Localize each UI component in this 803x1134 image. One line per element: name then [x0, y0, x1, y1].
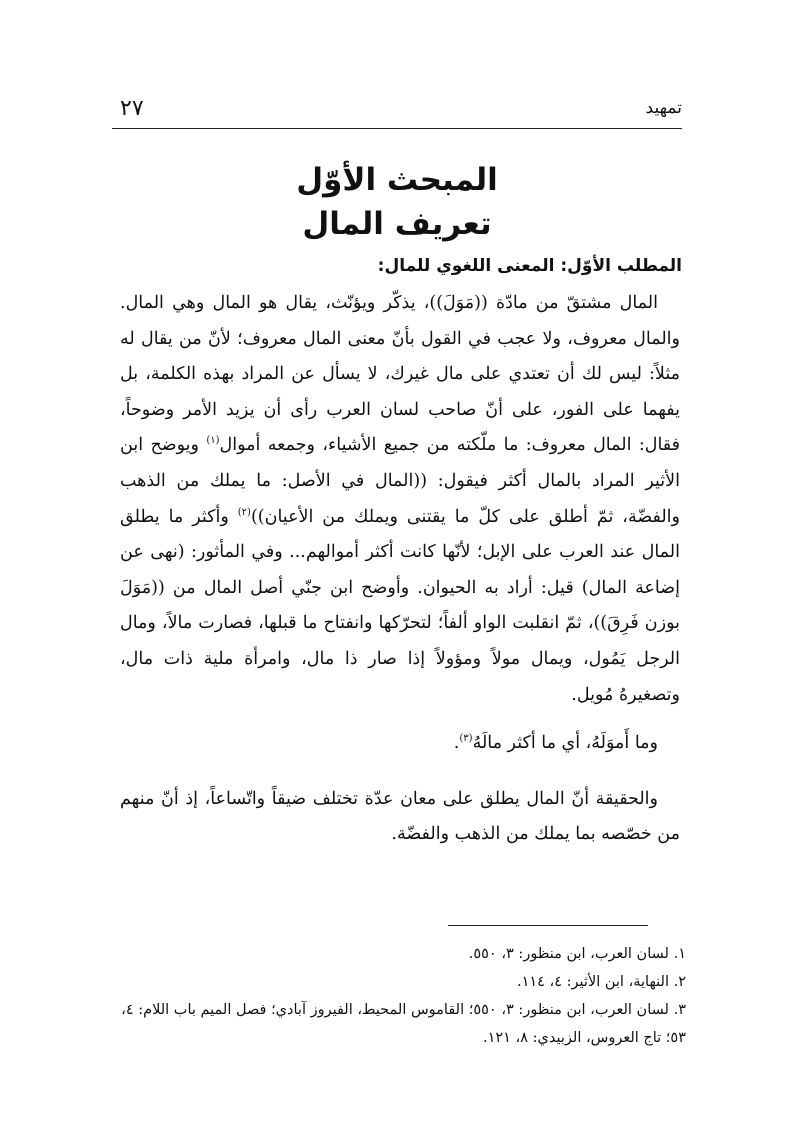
paragraph-1 [120, 286, 680, 713]
paragraph-2-part-a: وما أَموَلَهُ، أي ما أكثر مالَهُ [472, 733, 658, 754]
footnote-3: ٣. لسان العرب، ابن منظور: ٣، ٥٥٠؛ القاموس المحيط، الفيروز آبادي؛ فصل الميم باب اللام: ٤، ٥٣؛ تاج العروس، الزبيدي: ٨، ١٢١. [121, 1002, 686, 1046]
footnote-1: ١. لسان العرب، ابن منظور: ٣، ٥٥٠. [468, 946, 686, 962]
paragraph-1-part-a: المال مشتقّ من مادّة ((مَوَلَ))، يذكّر ويؤنّث، يقال هو المال وهي المال. والمال معروف، ولا عجب في القول بأنّ معنى المال معروف؛ لأنّ من يقال له مثلاً: ليس لك أن تعتدي على مال غيرك، لا يسأل عن المراد بهذه الكلمة، بل يفهما على الفور، على أنّ صاحب لسان العرب رأى أن يزيد الأمر وضوحاً، فقال: المال معروف: ما ملّكته من جميع الأشياء، وجمعه أموال [120, 293, 681, 456]
paragraph-1-part-b: ويوضح ابن الأثير المراد بالمال أكثر فيقول: ((المال في الأصل: ما يملك من الذهب والفضّة، ثمّ أطلق على كلّ ما يقتنى ويملك من الأعيان)) [120, 435, 680, 527]
footnote-ref-2[interactable]: (٢) [237, 506, 251, 518]
title-block [112, 158, 682, 246]
footnote-2: ٢. النهاية، ابن الأثير: ٤، ١١٤. [516, 974, 686, 990]
body-text [120, 286, 680, 853]
footnotes [118, 940, 686, 1052]
page-number: ٢٧ [120, 96, 144, 121]
running-title: تمهيد [645, 98, 682, 118]
paragraph-3: والحقيقة أنّ المال يطلق على معان عدّة تختلف ضيقاً واتّساعاً، إذ أنّ منهم من خصّصه بما يملك من الذهب والفضّة. [120, 788, 680, 845]
footnote-ref-3[interactable]: (٣) [459, 733, 473, 745]
topic-title: تعريف المال [302, 206, 492, 242]
paragraph-2 [120, 726, 680, 762]
page-header [112, 96, 682, 129]
chapter-title: المبحث الأوّل [296, 162, 498, 198]
footnote-divider [448, 925, 648, 926]
paragraph-1-part-c: وأكثر ما يطلق المال عند العرب على الإبل؛ لأنّها كانت أكثر أموالهم... وفي المأثور: (نهى عن إضاعة المال) قيل: أراد به الحيوان. وأوضح ابن جنّي أصل المال من ((مَوَلَ بوزن فَرِقَ))، ثمّ انقلبت الواو ألفاً؛ لتحرّكها وانفتاح ما قبلها، فصارت مالاً، ومال الرجل يَمُول، ويمال مولاً ومؤولاً إذا صار ذا مال، وامرأة ملية ذات مال، وتصغيرهُ مُويل. [120, 506, 680, 705]
footnote-ref-1[interactable]: (١) [206, 435, 220, 447]
paragraph-2-part-b: . [453, 733, 460, 754]
section-heading: المطلب الأوّل: المعنى اللغوي للمال: [377, 256, 682, 276]
